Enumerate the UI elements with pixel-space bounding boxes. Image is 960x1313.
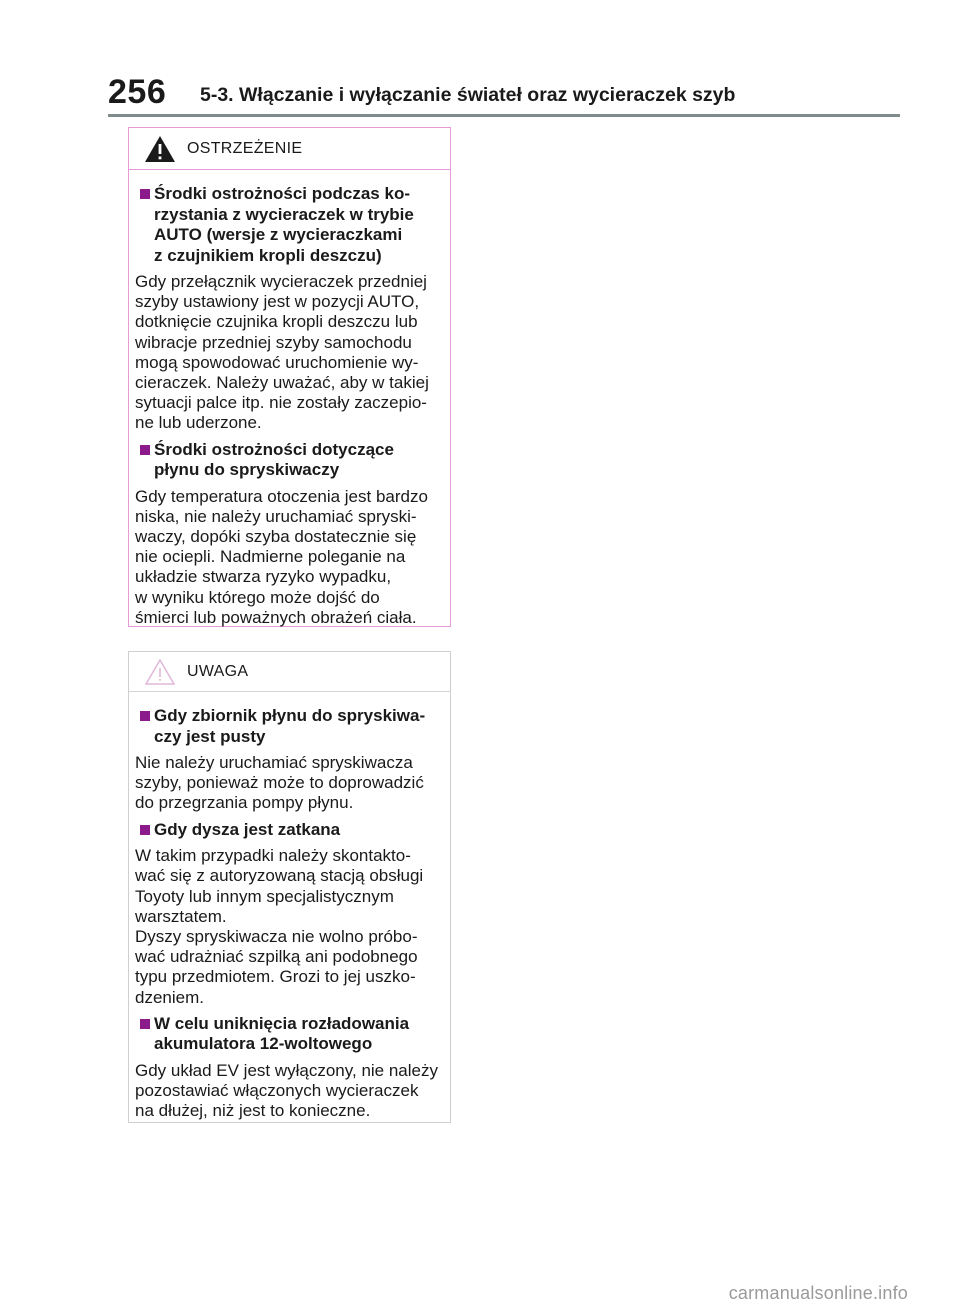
- warning-item-text: Gdy przełącznik wycieraczek przedniej szyby ustawiony jest w pozycji AUTO, dotknięcie czujnika kropli deszczu lub wibracje przedniej szyby samochodu mogą spowodować uruchomienie wy- cieraczek. Należy uważać, aby w takiej sytuacji palce itp. nie zostały zaczepio- ne lub uderzone.: [135, 272, 429, 433]
- footer-watermark: carmanualsonline.info: [728, 1283, 908, 1303]
- warning-item-title: [135, 184, 444, 266]
- notice-item-text: W takim przypadki należy skontakto- wać się z autoryzowaną stacją obsługi Toyoty lub innym specjalistycznym warsztatem. Dyszy spryskiwacza nie wolno próbo- wać udrażniać szpilką ani podobnego typu przedmiotem. Grozi to jej uszko- dzeniem.: [135, 846, 424, 1007]
- notice-item-title: [135, 820, 444, 841]
- warning-label: OSTRZEŻENIE: [187, 139, 303, 157]
- notice-item-title-text: Gdy zbiornik płynu do spryskiwa- czy jest pusty: [154, 706, 426, 746]
- warning-box-header: [129, 128, 450, 170]
- notice-item-title: [135, 1014, 444, 1055]
- header-divider: [108, 114, 900, 117]
- square-bullet-icon: [140, 1019, 150, 1029]
- page-number: 256: [108, 73, 167, 111]
- warning-body: [129, 170, 450, 628]
- warning-item-title: [135, 440, 444, 481]
- page-header: [0, 0, 960, 120]
- warning-item-title-text: Środki ostrożności dotyczące płynu do spryskiwaczy: [154, 439, 394, 480]
- notice-label: UWAGA: [187, 662, 249, 680]
- notice-item-title-text: Gdy dysza jest zatkana: [154, 819, 341, 839]
- notice-item-text: Nie należy uruchamiać spryskiwacza szyby, ponieważ może to doprowadzić do przegrzania pompy płynu.: [135, 753, 424, 813]
- notice-item-text: Gdy układ EV jest wyłączony, nie należy pozostawiać włączonych wycieraczek na dłużej, niż jest to konieczne.: [135, 1060, 438, 1121]
- notice-box: [128, 651, 451, 1123]
- square-bullet-icon: [140, 711, 150, 721]
- square-bullet-icon: [140, 825, 150, 835]
- warning-box: [128, 127, 451, 627]
- notice-item-title-text: W celu uniknięcia rozładowania akumulatora 12-woltowego: [154, 1013, 410, 1054]
- section-title: 5-3. Włączanie i wyłączanie świateł oraz wycieraczek szyb: [200, 84, 736, 106]
- notice-box-header: [129, 652, 450, 692]
- square-bullet-icon: [140, 445, 150, 455]
- warning-triangle-icon: [143, 134, 177, 164]
- notice-item-title: [135, 706, 444, 747]
- caution-triangle-icon: [143, 657, 177, 687]
- warning-item-text: Gdy temperatura otoczenia jest bardzo niska, nie należy uruchamiać spryski- waczy, dopóki szyba dostatecznie się nie ociepli. Nadmierne poleganie na układzie stwarza ryzyko wypadku, w wyniku którego może dojść do śmierci lub poważnych obrażeń ciała.: [135, 486, 428, 627]
- warning-item-title-text: Środki ostrożności podczas ko- rzystania z wycieraczek w trybie AUTO (wersje z wycieraczkami z czujnikiem kropli deszczu): [154, 184, 414, 265]
- square-bullet-icon: [140, 189, 150, 199]
- notice-body: [129, 692, 450, 1121]
